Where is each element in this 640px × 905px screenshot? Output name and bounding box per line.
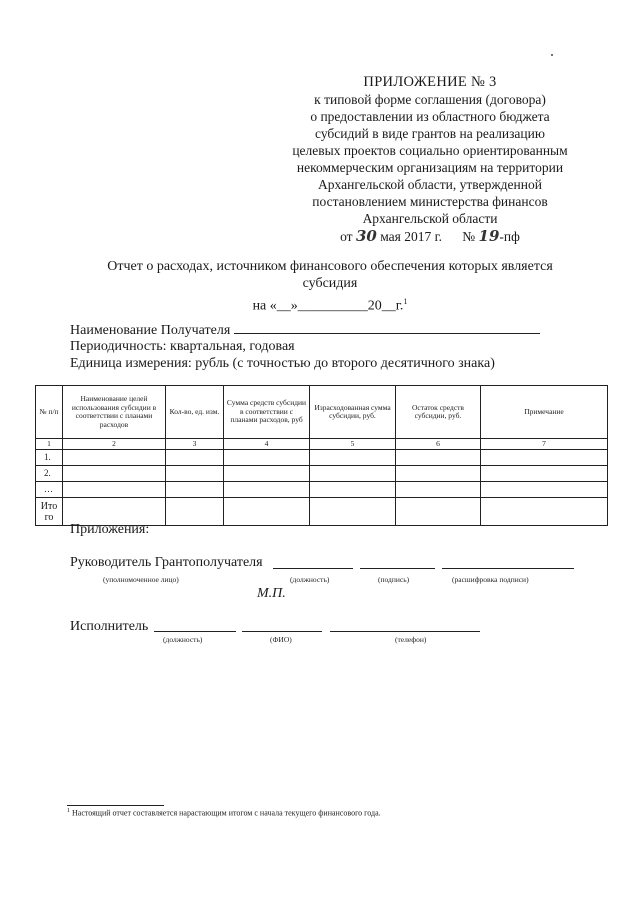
appendices-label: Приложения: xyxy=(70,522,150,537)
table-row xyxy=(36,482,608,498)
stamp-placeholder: М.П. xyxy=(257,586,286,601)
table-cell[interactable] xyxy=(224,482,310,498)
table-row xyxy=(36,466,608,482)
header-line: к типовой форме соглашения (договора) xyxy=(314,92,546,107)
table-cell[interactable] xyxy=(481,450,608,466)
header-line: субсидий в виде грантов на реализацию xyxy=(315,126,545,141)
table-cell[interactable] xyxy=(310,482,396,498)
header-line: Архангельской области, утвержденной xyxy=(318,177,542,192)
total-label: Ито го xyxy=(36,498,63,526)
head-signature-label: Руководитель Грантополучателя xyxy=(70,555,263,570)
caption-authorized: (уполномоченное лицо) xyxy=(103,575,179,584)
table-cell[interactable] xyxy=(310,498,396,526)
footnote-text: Настоящий отчет составляется нарастающим итогом с начала текущего финансового года. xyxy=(72,808,381,818)
recipient-label: Наименование Получателя xyxy=(70,323,231,338)
caption-signature: (подпись) xyxy=(378,575,410,584)
date-prefix: от xyxy=(340,229,353,244)
table-cell[interactable] xyxy=(224,466,310,482)
periodicity: Периодичность: квартальная, годовая xyxy=(70,339,295,354)
table-cell[interactable] xyxy=(396,498,481,526)
report-title-line2: субсидия xyxy=(302,276,358,291)
table-cell[interactable] xyxy=(63,482,166,498)
caption-executor-phone: (телефон) xyxy=(395,635,427,644)
report-title-line1: Отчет о расходах, источником финансового обеспечения которых является xyxy=(107,259,553,274)
scan-speck xyxy=(551,54,553,56)
column-number: 2 xyxy=(63,439,166,450)
col-header-purpose: Наименование целей использования субсидии в соответствии с планами расходов xyxy=(63,386,166,439)
table-cell[interactable] xyxy=(224,498,310,526)
caption-executor-position: (должность) xyxy=(163,635,203,644)
appendix-title: ПРИЛОЖЕНИЕ № 3 xyxy=(363,74,497,90)
recipient-field[interactable] xyxy=(234,321,540,334)
handwritten-number: 19 xyxy=(478,227,500,245)
number-sign: № xyxy=(462,229,476,244)
column-number: 5 xyxy=(310,439,396,450)
date-rest: мая 2017 г. xyxy=(380,229,443,244)
table-cell[interactable] xyxy=(166,466,224,482)
table-cell[interactable] xyxy=(396,466,481,482)
col-header-spent-amount: Израсходованная сумма субсидии, руб. xyxy=(310,386,396,439)
table-header-row xyxy=(36,386,608,439)
row-number: … xyxy=(36,482,63,498)
table-cell[interactable] xyxy=(396,450,481,466)
expense-table xyxy=(35,385,608,526)
footnote-mark: 1 xyxy=(67,808,70,814)
col-header-note: Примечание xyxy=(481,386,608,439)
table-cell[interactable] xyxy=(224,450,310,466)
col-header-balance: Остаток средств субсидии, руб. xyxy=(396,386,481,439)
executor-label: Исполнитель xyxy=(70,619,149,634)
appendix-header xyxy=(270,74,590,245)
caption-transcript: (расшифровка подписи) xyxy=(452,575,529,584)
table-row xyxy=(36,450,608,466)
table-cell[interactable] xyxy=(481,466,608,482)
handwritten-day: 30 xyxy=(355,227,377,245)
column-number: 7 xyxy=(481,439,608,450)
col-header-quantity: Кол-во, ед. изм. xyxy=(166,386,224,439)
recipient-row xyxy=(70,321,540,339)
number-suffix: -пф xyxy=(499,229,520,244)
executor-phone-line[interactable] xyxy=(330,631,480,632)
column-numbers-row xyxy=(36,439,608,450)
units: Единица измерения: рубль (с точностью до второго десятичного знака) xyxy=(70,356,495,371)
table-cell[interactable] xyxy=(310,450,396,466)
header-line: о предоставлении из областного бюджета xyxy=(310,109,550,124)
row-number: 1. xyxy=(36,450,63,466)
head-signature-line[interactable] xyxy=(360,568,435,569)
table-cell[interactable] xyxy=(481,498,608,526)
column-number: 3 xyxy=(166,439,224,450)
executor-name-line[interactable] xyxy=(242,631,322,632)
row-number: 2. xyxy=(36,466,63,482)
footnote xyxy=(67,808,381,818)
approval-date-line xyxy=(270,228,590,245)
header-line: Архангельской области xyxy=(362,211,498,226)
column-number: 1 xyxy=(36,439,63,450)
table-cell[interactable] xyxy=(63,466,166,482)
table-cell[interactable] xyxy=(63,450,166,466)
column-number: 6 xyxy=(396,439,481,450)
table-cell[interactable] xyxy=(310,466,396,482)
header-line: целевых проектов социально ориентированным xyxy=(292,143,568,158)
table-cell[interactable] xyxy=(166,482,224,498)
head-transcript-line[interactable] xyxy=(442,568,574,569)
table-cell[interactable] xyxy=(396,482,481,498)
header-line: постановлением министерства финансов xyxy=(312,194,548,209)
caption-position: (должность) xyxy=(290,575,330,584)
caption-executor-name: (ФИО) xyxy=(270,635,292,644)
col-header-planned-amount: Сумма средств субсидии в соответствии с планами расходов, руб xyxy=(224,386,310,439)
footnote-separator xyxy=(67,805,164,806)
report-footnote-mark: 1 xyxy=(403,297,408,306)
header-line: некоммерческим организациям на территории xyxy=(296,160,564,175)
col-header-number: № п/п xyxy=(36,386,63,439)
report-date-line xyxy=(70,293,590,315)
report-title xyxy=(70,258,590,315)
table-cell[interactable] xyxy=(166,450,224,466)
column-number: 4 xyxy=(224,439,310,450)
head-position-line[interactable] xyxy=(273,568,353,569)
executor-position-line[interactable] xyxy=(154,631,236,632)
table-cell[interactable] xyxy=(166,498,224,526)
table-cell[interactable] xyxy=(481,482,608,498)
report-date: на «__»__________20__г. xyxy=(252,298,404,314)
